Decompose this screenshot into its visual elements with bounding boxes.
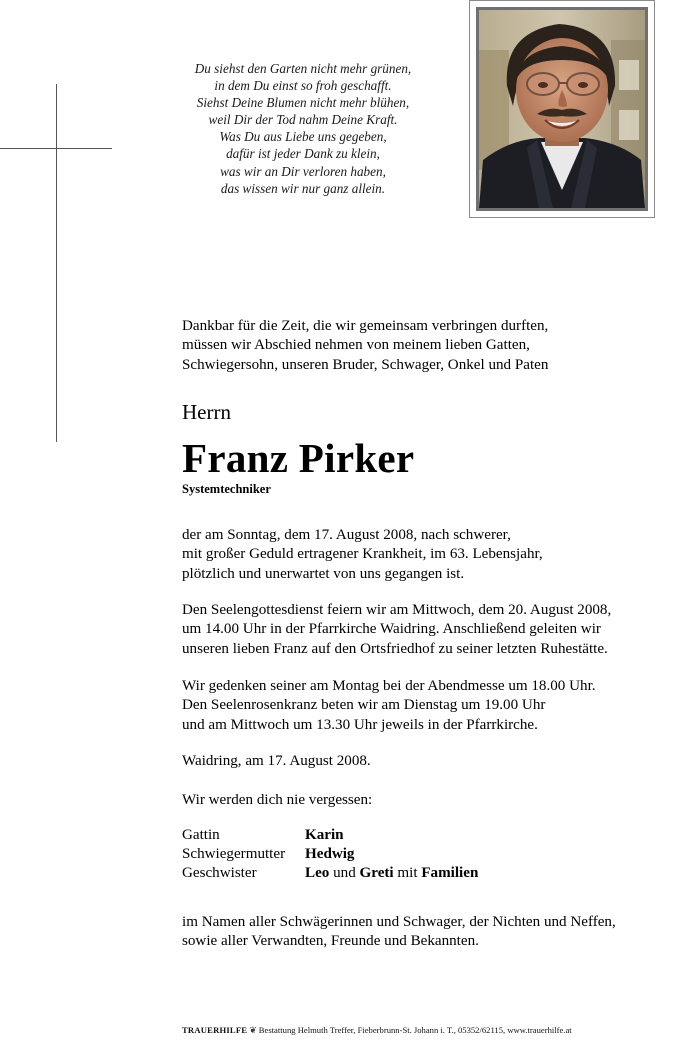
death-line: mit großer Geduld ertragener Krankheit, im 63. Lebensjahr, (182, 546, 543, 563)
deceased-name: Franz Pirker (182, 435, 415, 481)
poem-line: Du siehst den Garten nicht mehr grünen, (194, 61, 412, 76)
cross-horizontal-line (0, 148, 112, 149)
relative-family: Familien (421, 865, 479, 881)
death-line: plötzlich und unerwartet von uns gegangen ist. (182, 565, 465, 582)
funeral-line: um 14.00 Uhr in der Pfarrkirche Waidring. Anschließend geleiten wir (182, 621, 601, 638)
relative-name: Leo (305, 865, 330, 881)
footer-text: Bestattung Helmuth Treffer, Fieberbrunn-St. Johann i. T., 05352/62115, www.trauerhilfe.at (258, 1025, 572, 1035)
portrait-illustration (479, 10, 645, 208)
funeral-line: unseren lieben Franz auf den Ortsfriedhof zu seiner letzten Ruhestätte. (182, 640, 608, 657)
poem-line: was wir an Dir verloren haben, (220, 163, 386, 179)
footer-brand: TRAUERHILFE (182, 1025, 248, 1035)
farewell-line: Wir werden dich nie vergessen: (182, 792, 373, 808)
relative-role: Schwiegermutter (182, 846, 286, 862)
relative-name: Hedwig (305, 846, 355, 862)
relative-name: Karin (305, 827, 344, 843)
occupation: Systemtechniker (182, 482, 271, 496)
poem-line: Siehst Deine Blumen nicht mehr blühen, (196, 95, 410, 111)
poem-line: dafür ist jeder Dank zu klein, (226, 146, 380, 162)
relative-role: Gattin (182, 827, 220, 843)
intro-line: Dankbar für die Zeit, die wir gemeinsam verbringen durften, (182, 318, 549, 334)
death-line: der am Sonntag, dem 17. August 2008, nach schwerer, (182, 527, 511, 543)
leaf-icon: ❦ (249, 1025, 257, 1035)
cross-vertical-line (56, 84, 57, 442)
conjunction: mit (397, 865, 418, 881)
poem-line: das wissen wir nur ganz allein. (220, 180, 386, 196)
poem-line: in dem Du einst so froh geschafft. (214, 78, 392, 94)
place-date: Waidring, am 17. August 2008. (182, 753, 371, 769)
relative-row-mother-in-law (182, 846, 354, 863)
salutation: Herrn (182, 400, 231, 424)
closing-line: sowie aller Verwandten, Freunde und Bekannten. (182, 933, 479, 950)
poem (160, 60, 446, 197)
prayers-paragraph (182, 677, 596, 735)
prayers-line: Den Seelenrosenkranz beten wir am Dienstag um 19.00 Uhr (182, 697, 546, 714)
funeral-paragraph (182, 601, 611, 659)
footer (182, 1025, 572, 1036)
intro-line: Schwiegersohn, unseren Bruder, Schwager, Onkel und Paten (182, 356, 549, 373)
closing-paragraph (182, 913, 616, 952)
portrait-frame (469, 0, 655, 218)
death-paragraph (182, 526, 543, 584)
poem-line: Was Du aus Liebe uns gegeben, (219, 129, 387, 145)
prayers-line: und am Mittwoch um 13.30 Uhr jeweils in der Pfarrkirche. (182, 716, 538, 733)
prayers-line: Wir gedenken seiner am Montag bei der Abendmesse um 18.00 Uhr. (182, 678, 596, 694)
intro-paragraph (182, 317, 548, 375)
relative-row-siblings (182, 865, 478, 882)
relative-name: Greti (359, 865, 394, 881)
relative-row-wife (182, 827, 344, 844)
intro-line: müssen wir Abschied nehmen von meinem lieben Gatten, (182, 337, 530, 354)
relative-role: Geschwister (182, 865, 257, 881)
poem-line: weil Dir der Tod nahm Deine Kraft. (208, 112, 398, 128)
portrait-photo (476, 7, 648, 211)
funeral-line: Den Seelengottesdienst feiern wir am Mittwoch, dem 20. August 2008, (182, 602, 612, 618)
conjunction: und (333, 865, 356, 881)
closing-line: im Namen aller Schwägerinnen und Schwager, der Nichten und Neffen, (182, 914, 616, 930)
